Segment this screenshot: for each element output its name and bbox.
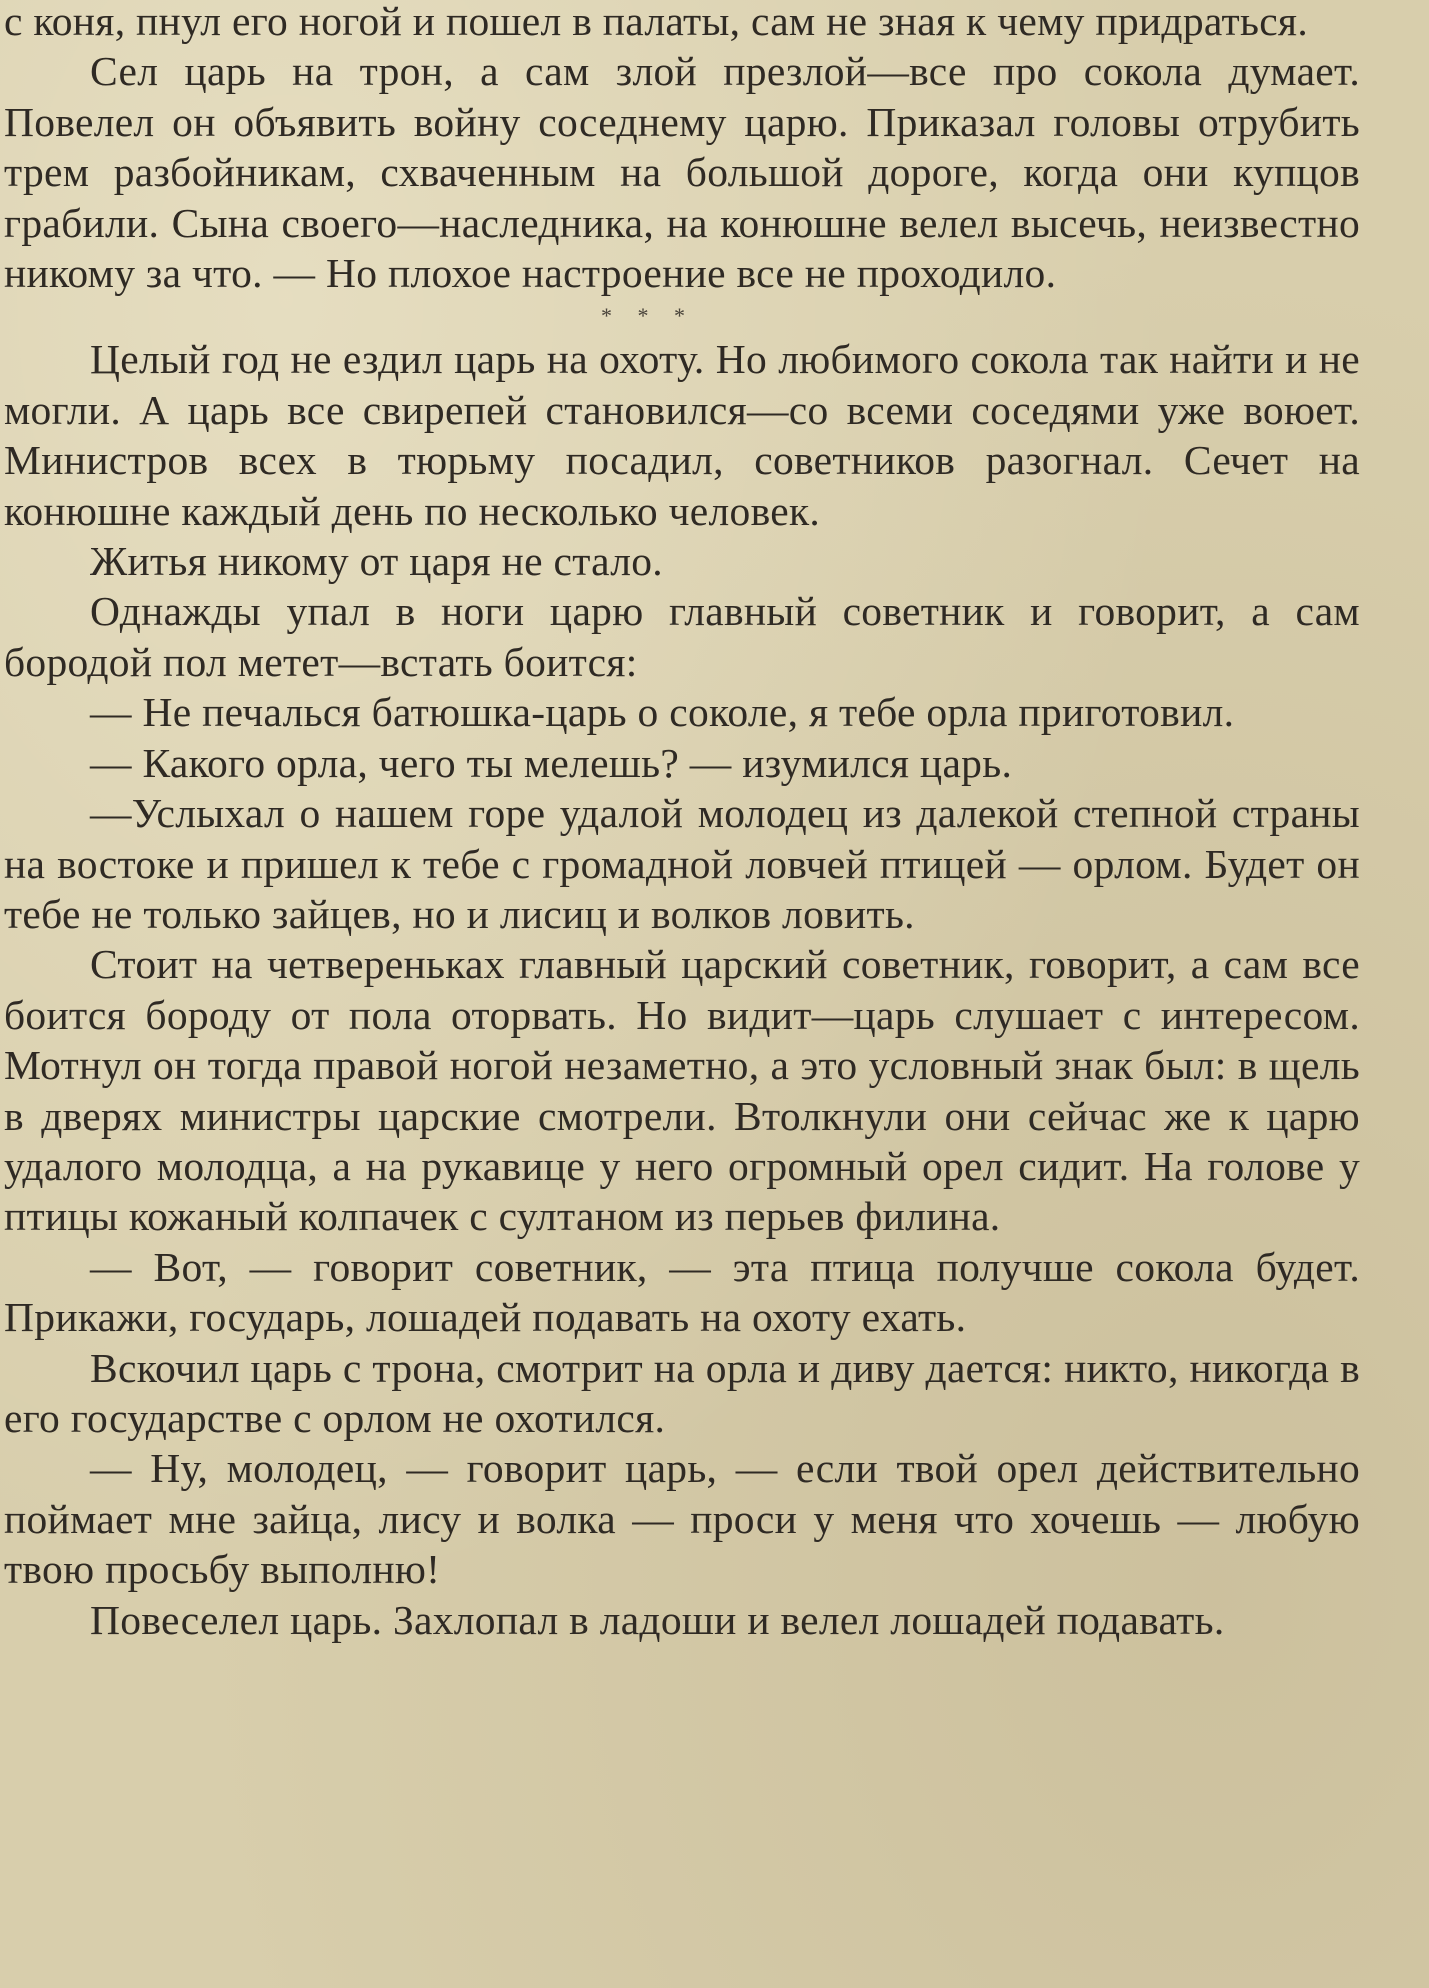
- paragraph: Повеселел царь. Захлопал в ладоши и велел лошадей подавать.: [90, 1596, 1225, 1643]
- paragraph: —Услыхал о нашем горе удалой молодец из далекой степной страны на востоке и пришел к тебе с громадной ловчей птицей — орлом. Будет он тебе не только зайцев, но и лисиц и волков ловить.: [4, 790, 1360, 937]
- paragraph: — Какого орла, чего ты мелешь? — изумился царь.: [90, 739, 1013, 786]
- paragraph: Целый год не ездил царь на охоту. Но любимого сокола так найти и не могли. А царь все свирепей становился—со всеми соседями уже воюет. Министров всех в тюрьму посадил, советников разогнал. Сечет на конюшне каждый день по несколько человек.: [4, 336, 1360, 534]
- paragraph: — Вот, — говорит советник, — эта птица получше сокола будет. Прикажи, государь, лошадей подавать на охоту ехать.: [4, 1243, 1360, 1341]
- paragraph: Житья никому от царя не стало.: [90, 538, 663, 585]
- paragraph: — Ну, молодец, — говорит царь, — если твой орел действительно поймает мне зайца, лису и волка — проси у меня что хочешь — любую твою просьбу выполню!: [4, 1445, 1360, 1593]
- paragraph: Сел царь на трон, а сам злой презлой—все про сокола думает. Повелел он объявить войну соседнему царю. Приказал головы отрубить трем разбойникам, схваченным на большой дороге, когда они купцов грабили. Сына своего—наследника, на конюшне велел высечь, неизвестно никому за что. — Но плохое настроение все не проходило.: [4, 48, 1360, 297]
- paragraph: Вскочил царь с трона, смотрит на орла и диву дается: никто, никогда в его государстве с орлом не охотился.: [4, 1344, 1360, 1441]
- paragraph: — Не печалься батюшка-царь о соколе, я тебе орла приготовил.: [90, 689, 1235, 736]
- paragraph: с коня, пнул его ногой и пошел в палаты, сам не зная к чему придраться.: [4, 0, 1308, 44]
- paragraph: Однажды упал в ноги царю главный советник и говорит, а сам бородой пол метет—встать боится:: [4, 588, 1360, 685]
- page-text: [4, 0, 1360, 1645]
- paragraph: Стоит на четвереньках главный царский советник, говорит, а сам все боится бороду от пола оторвать. Но видит—царь слушает с интересом. Мотнул он тогда правой ногой незаметно, а это условный знак был: в щель в дверях министры царские смотрели. Втолкнули они сейчас же к царю удалого молодца, а на рукавице у него огромный орел сидит. На голове у птицы кожаный колпачек с султаном из перьев филина.: [4, 941, 1360, 1240]
- section-divider: * * *: [601, 303, 695, 329]
